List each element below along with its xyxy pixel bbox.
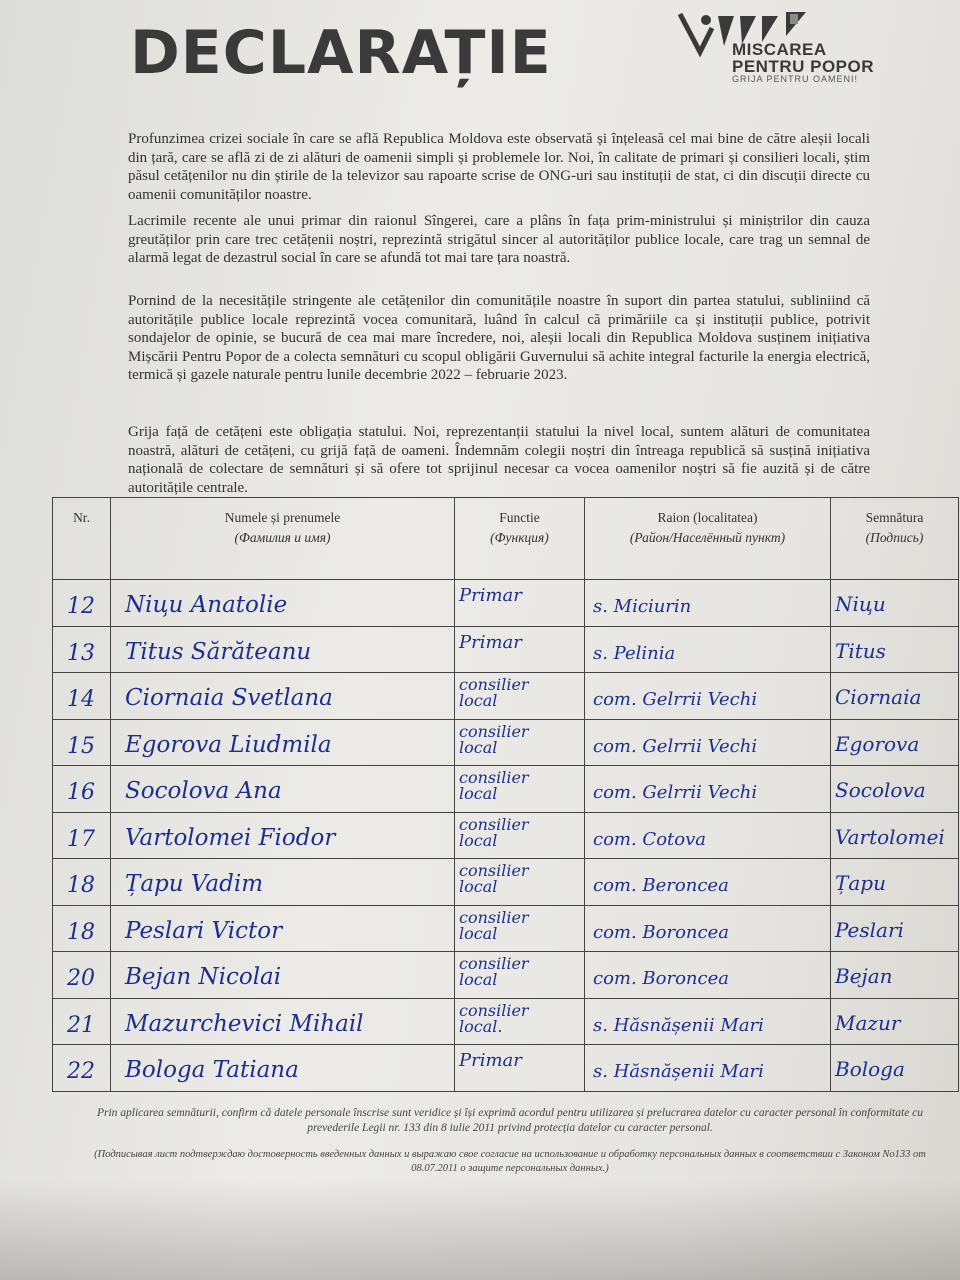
row-signature: Vartolomei [831, 812, 959, 859]
row-name: Țapu Vadim [111, 859, 455, 906]
row-nr: 22 [53, 1045, 111, 1092]
header-signature: Semnătura (Подпись) [831, 498, 959, 580]
row-locality: com. Beroncea [585, 859, 831, 906]
row-name: Bologa Tatiana [111, 1045, 455, 1092]
row-locality: com. Gelrrii Vechi [585, 673, 831, 720]
row-locality: com. Boroncea [585, 905, 831, 952]
row-signature: Peslari [831, 905, 959, 952]
page-title: DECLARAȚIE [130, 18, 552, 88]
row-function: consilier local [455, 766, 585, 813]
paragraph-2: Lacrimile recente ale unui primar din raionul Sîngerei, care a plâns în fața prim-ministrului și miniștrilor din cauza greutăților prin care trec cetățenii noștri, reprezintă strigătul sincer al autorităților publice locale, care trag un semnal de alarmă legat de dezastrul social în care se afundă tot mai tare țara noastră. [128, 213, 870, 266]
logo-slogan: GRIJA PENTRU OAMENI! [732, 74, 859, 84]
header-name: Numele și prenumele (Фамилия и имя) [111, 498, 455, 580]
row-function: consilier local [455, 859, 585, 906]
row-locality: s. Hăsnășenii Mari [585, 998, 831, 1045]
row-locality: com. Boroncea [585, 952, 831, 999]
row-locality: com. Gelrrii Vechi [585, 766, 831, 813]
table-row [53, 719, 959, 766]
table-row [53, 1045, 959, 1092]
paragraph-3: Pornind de la necesitățile stringente ale cetățenilor din comunitățile noastre în suport din partea statului, subliniind că autoritățile publice locale reprezintă vocea comunitară, luând în calcul că primăriile ca și instituții publice, potrivit sondajelor de opinie, se bucură de cea mai mare încredere, noi, aleșii locali din Republica Moldova susținem inițiativa Mișcării Pentru Popor de a colecta semnături cu scopul obligării Guvernului să achite integral facturile la energia electrică, termică și gazele naturale pentru lunile decembrie 2022 – februarie 2023. [128, 293, 870, 383]
table-row [53, 673, 959, 720]
row-signature: Bejan [831, 952, 959, 999]
table-row [53, 580, 959, 627]
paragraph-4: Grija față de cetățeni este obligația statului. Noi, reprezentanții statului la nivel local, suntem alături de comunitatea noastră, alături de cetățeni, cu grijă față de oameni. Îndemnăm colegii noștri din întreaga republică să susțină inițiativa națională de colectare de semnături și să ofere tot sprijinul necesar ca vocea oamenilor noștri să fie auzită și de către autoritățile centrale. [128, 424, 870, 496]
row-function: Primar [455, 580, 585, 627]
table-row [53, 952, 959, 999]
table-row [53, 626, 959, 673]
row-name: Socolova Ana [111, 766, 455, 813]
row-locality: s. Miciurin [585, 580, 831, 627]
row-function: Primar [455, 1045, 585, 1092]
row-name: Bejan Nicolai [111, 952, 455, 999]
footer-consent-ro: Prin aplicarea semnăturii, confirm că datele personale înscrise sunt veridice și își exprimă acordul pentru utilizarea și prelucrarea datelor cu caracter personal în conformitate cu prevederile Legii nr. 133 din 8 iulie 2011 privind protecția datelor cu caracter personal. [96, 1107, 924, 1134]
row-name: Mazurchevici Mihail [111, 998, 455, 1045]
table-row [53, 905, 959, 952]
row-function: consilier local [455, 905, 585, 952]
logo-line-2: PENTRU POPOR [732, 57, 875, 76]
table-row [53, 766, 959, 813]
row-nr: 20 [53, 952, 111, 999]
row-nr: 16 [53, 766, 111, 813]
row-name: Niцu Anatolie [111, 580, 455, 627]
row-name: Ciornaia Svetlana [111, 673, 455, 720]
row-function: Primar [455, 626, 585, 673]
row-function: consilier local [455, 673, 585, 720]
row-nr: 18 [53, 905, 111, 952]
row-name: Titus Sărăteanu [111, 626, 455, 673]
row-locality: com. Gelrrii Vechi [585, 719, 831, 766]
row-signature: Socolova [831, 766, 959, 813]
header-locality: Raion (localitatea) (Район/Населённый пункт) [585, 498, 831, 580]
header-function: Functie (Функция) [455, 498, 585, 580]
row-name: Peslari Victor [111, 905, 455, 952]
row-nr: 13 [53, 626, 111, 673]
row-locality: s. Pelinia [585, 626, 831, 673]
row-signature: Bologa [831, 1045, 959, 1092]
row-function: consilier local. [455, 998, 585, 1045]
table-row [53, 998, 959, 1045]
table-row [53, 812, 959, 859]
paragraph-1: Profunzimea crizei sociale în care se află Republica Moldova este observată și înțeleasă cel mai bine de către aleșii locali din țară, care se află zi de zi alături de oamenii simpli și problemele lor. Noi, în calitate de primari și consilieri locali, știm păsul cetățenilor nu din știrile de la televizor sau rapoarte scrise de ONG-uri sau instituții de stat, ci din discuții directe cu oamenii comunităților noastre. [128, 131, 870, 203]
row-nr: 12 [53, 580, 111, 627]
row-nr: 17 [53, 812, 111, 859]
signature-table [52, 497, 959, 1092]
row-signature: Titus [831, 626, 959, 673]
header-nr: Nr. [53, 498, 111, 580]
bottom-shadow [0, 1180, 960, 1280]
row-function: consilier local [455, 719, 585, 766]
row-signature: Mazur [831, 998, 959, 1045]
row-locality: s. Hăsnășenii Mari [585, 1045, 831, 1092]
row-name: Egorova Liudmila [111, 719, 455, 766]
row-nr: 18 [53, 859, 111, 906]
row-nr: 21 [53, 998, 111, 1045]
row-nr: 15 [53, 719, 111, 766]
row-nr: 14 [53, 673, 111, 720]
row-signature: Egorova [831, 719, 959, 766]
logo-line-1: MISCAREA [732, 40, 827, 59]
row-function: consilier local [455, 952, 585, 999]
row-function: consilier local [455, 812, 585, 859]
table-row [53, 859, 959, 906]
table-header-row [53, 498, 959, 580]
footer-consent-ru: (Подписывая лист подтверждаю достоверность введенных данных и выражаю свое согласие на использование и обработку персональных данных в соответствии с Законом No133 от 08.07.2011 о защите персональных данных.) [94, 1149, 926, 1174]
row-signature: Țapu [831, 859, 959, 906]
row-name: Vartolomei Fiodor [111, 812, 455, 859]
row-signature: Ciornaia [831, 673, 959, 720]
row-signature: Niцu [831, 580, 959, 627]
row-locality: com. Cotova [585, 812, 831, 859]
